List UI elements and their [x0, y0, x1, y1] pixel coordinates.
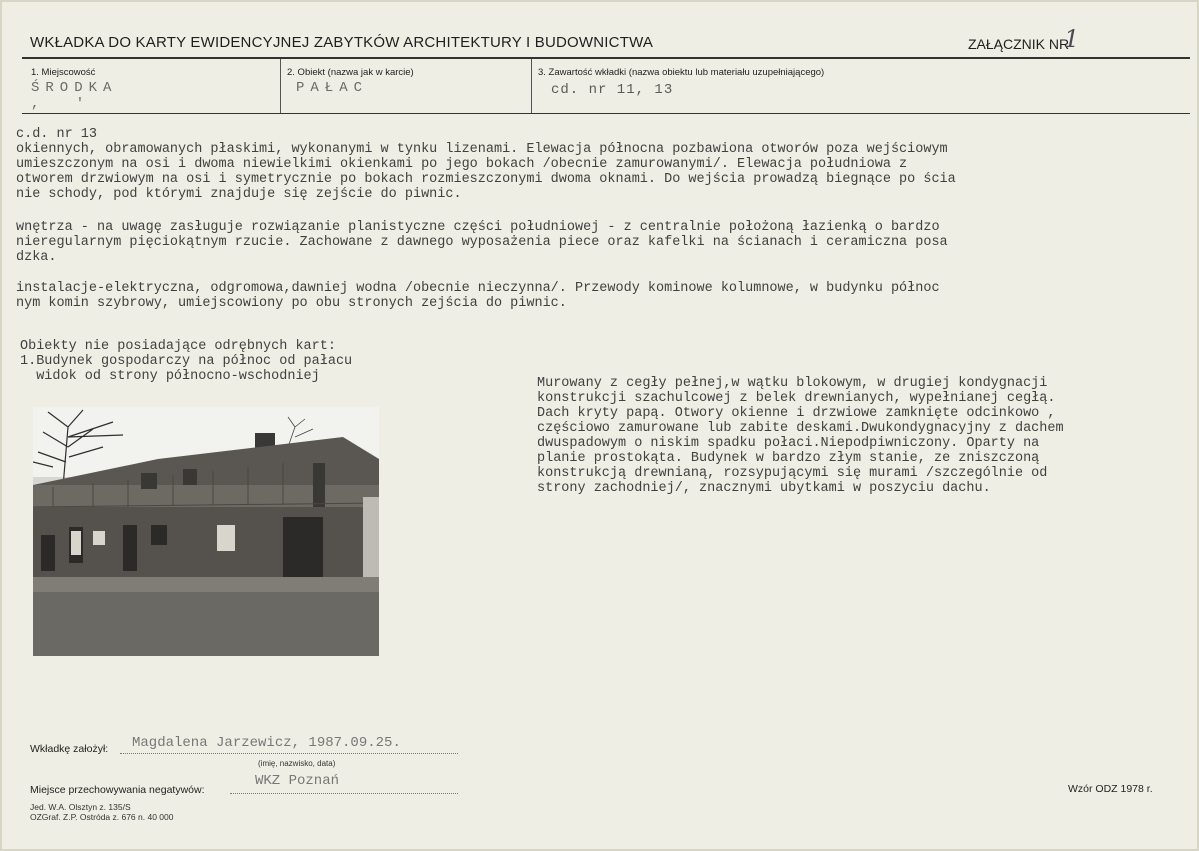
header-rule-top: [22, 57, 1190, 59]
body-paragraph-3: instalacje-elektryczna, odgromowa,dawniej wodna /obecnie nieczynna/. Przewody kominowe kolumnowe, w budynku północ nym komin szybrowy, umiejscowiony po obu stronych zejścia do piwnic.: [16, 281, 940, 311]
negatives-value: WKZ Poznań: [255, 773, 340, 789]
locality-label: 1. Miejscowość: [31, 67, 96, 78]
form-id: Wzór ODZ 1978 r.: [1068, 783, 1153, 795]
print-info: Jed. W.A. Olsztyn z. 135/S OZGraf. Z.P. Ostróda z. 676 n. 40 000: [30, 802, 174, 822]
locality-extra: , ': [31, 96, 99, 112]
objects-list: Obiekty nie posiadające odrębnych kart: 1.Budynek gospodarczy na północ od pałacu widok od strony północno-wschodniej: [20, 339, 353, 384]
building-description: Murowany z cegły pełnej,w wątku blokowym, w drugiej kondygnacji konstrukcji szachulcowej z belek drewnianych, wypełnianej cegłą. Dach kryty papą. Otwory okienne i drzwiowe zamknięte odcinkowo , częściowo zamurowane lub zabite deskami.Dwukondygnacyjny z dachem dwuspadowym o niskim spadku połaci.Niepodpiwniczony. Oparty na planie prostokąta. Budynek w bardzo złym stanie, ze zniszczoną konstrukcją drewnianą, rozsypującymi się murami /szczególnie od strony zachodniej/, znacznymi ubytkami w poszyciu dachu.: [537, 376, 1064, 496]
attachment-label: ZAŁĄCZNIK NR: [968, 36, 1070, 52]
header-rule-bottom: [22, 113, 1190, 114]
author-line: [120, 753, 458, 754]
locality-value: ŚRODKA: [31, 80, 118, 96]
negatives-label: Miejsce przechowywania negatywów:: [30, 784, 205, 796]
building-photo: [33, 407, 379, 656]
author-value: Magdalena Jarzewicz, 1987.09.25.: [132, 735, 401, 751]
card-title: WKŁADKA DO KARTY EWIDENCYJNEJ ZABYTKÓW ARCHITEKTURY I BUDOWNICTWA: [30, 34, 654, 51]
body-paragraph-1: c.d. nr 13 okiennych, obramowanych płaskimi, wykonanymi w tynku lizenami. Elewacja północna pozbawiona otworów poza wejściowym umieszczonym na osi i dwoma niewielkimi okienkami po jego bokach /obecnie zamurowanymi/. Elewacja południowa z otworem drzwiowym na osi i symetrycznie po bokach rozmieszczonymi dwoma oknami. Do wejścia prowadzą biegnące po ścia nie schody, pod którymi znajduje się zejście do piwnic.: [16, 127, 956, 202]
author-hint: (imię, nazwisko, data): [258, 759, 336, 768]
object-label: 2. Obiekt (nazwa jak w karcie): [287, 67, 414, 78]
box-divider-1: [280, 59, 281, 113]
author-label: Wkładkę założył:: [30, 743, 109, 755]
body-paragraph-2: wnętrza - na uwagę zasługuje rozwiązanie planistyczne części południowej - z centralnie położoną łazienką o bardzo nieregularnym pięciokątnym rzucie. Zachowane z dawnego wyposażenia piece oraz kafelki na ścianach i ceramiczna posa dzka.: [16, 220, 948, 265]
object-value: PAŁAC: [296, 80, 369, 96]
contents-label: 3. Zawartość wkładki (nazwa obiektu lub materiału uzupełniającego): [538, 67, 825, 78]
building-photo-svg: [33, 407, 379, 656]
attachment-number: 1: [1064, 25, 1080, 53]
box-divider-2: [531, 59, 532, 113]
contents-value: cd. nr 11, 13: [551, 82, 674, 98]
negatives-line: [230, 793, 458, 794]
